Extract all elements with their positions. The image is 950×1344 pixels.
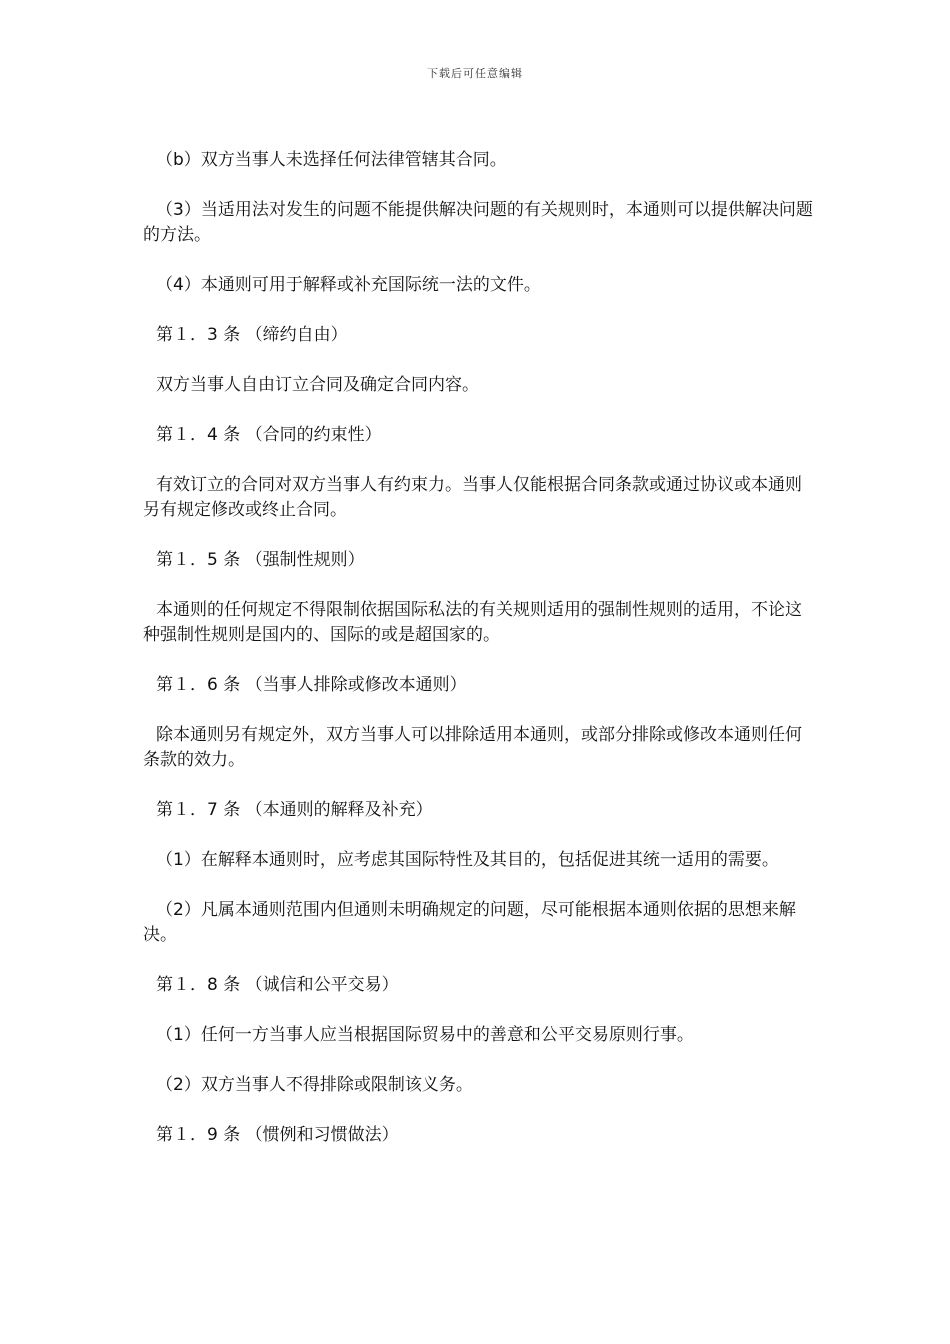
article-heading-1-6: 第１．6 条 （当事人排除或修改本通则）	[156, 675, 467, 695]
article-heading-1-8: 第１．8 条 （诚信和公平交易）	[156, 975, 399, 995]
document-body	[143, 148, 815, 1173]
article-heading-1-9: 第１．9 条 （惯例和习惯做法）	[156, 1125, 399, 1145]
page-header: 下载后可任意编辑	[427, 67, 523, 80]
article-heading-1-4: 第１．4 条 （合同的约束性）	[156, 425, 382, 445]
paragraph-1-5-body: 本通则的任何规定不得限制依据国际私法的有关规则适用的强制性规则的适用，不论这种强制性规则是国内的、国际的或是超国家的。	[143, 600, 802, 645]
paragraph-1-8-2: （2）双方当事人不得排除或限制该义务。	[156, 1075, 473, 1095]
paragraph-1-8-1: （1）任何一方当事人应当根据国际贸易中的善意和公平交易原则行事。	[156, 1025, 694, 1045]
paragraph-4: （4）本通则可用于解释或补充国际统一法的文件。	[156, 275, 541, 295]
paragraph-1b: （b）双方当事人未选择任何法律管辖其合同。	[156, 150, 507, 170]
paragraph-3: （3）当适用法对发生的问题不能提供解决问题的有关规则时，本通则可以提供解决问题的方法。	[143, 200, 813, 245]
article-heading-1-7: 第１．7 条 （本通则的解释及补充）	[156, 800, 433, 820]
paragraph-1-6-body: 除本通则另有规定外，双方当事人可以排除适用本通则，或部分排除或修改本通则任何条款的效力。	[143, 725, 802, 770]
article-heading-1-5: 第１．5 条 （强制性规则）	[156, 550, 365, 570]
paragraph-1-7-1: （1）在解释本通则时，应考虑其国际特性及其目的，包括促进其统一适用的需要。	[156, 850, 779, 870]
paragraph-1-4-body: 有效订立的合同对双方当事人有约束力。当事人仅能根据合同条款或通过协议或本通则另有规定修改或终止合同。	[143, 475, 802, 520]
paragraph-1-3-body: 双方当事人自由订立合同及确定合同内容。	[156, 375, 479, 395]
article-heading-1-3: 第１．3 条 （缔约自由）	[156, 325, 348, 345]
paragraph-1-7-2: （2）凡属本通则范围内但通则未明确规定的问题，尽可能根据本通则依据的思想来解决。	[143, 900, 796, 945]
